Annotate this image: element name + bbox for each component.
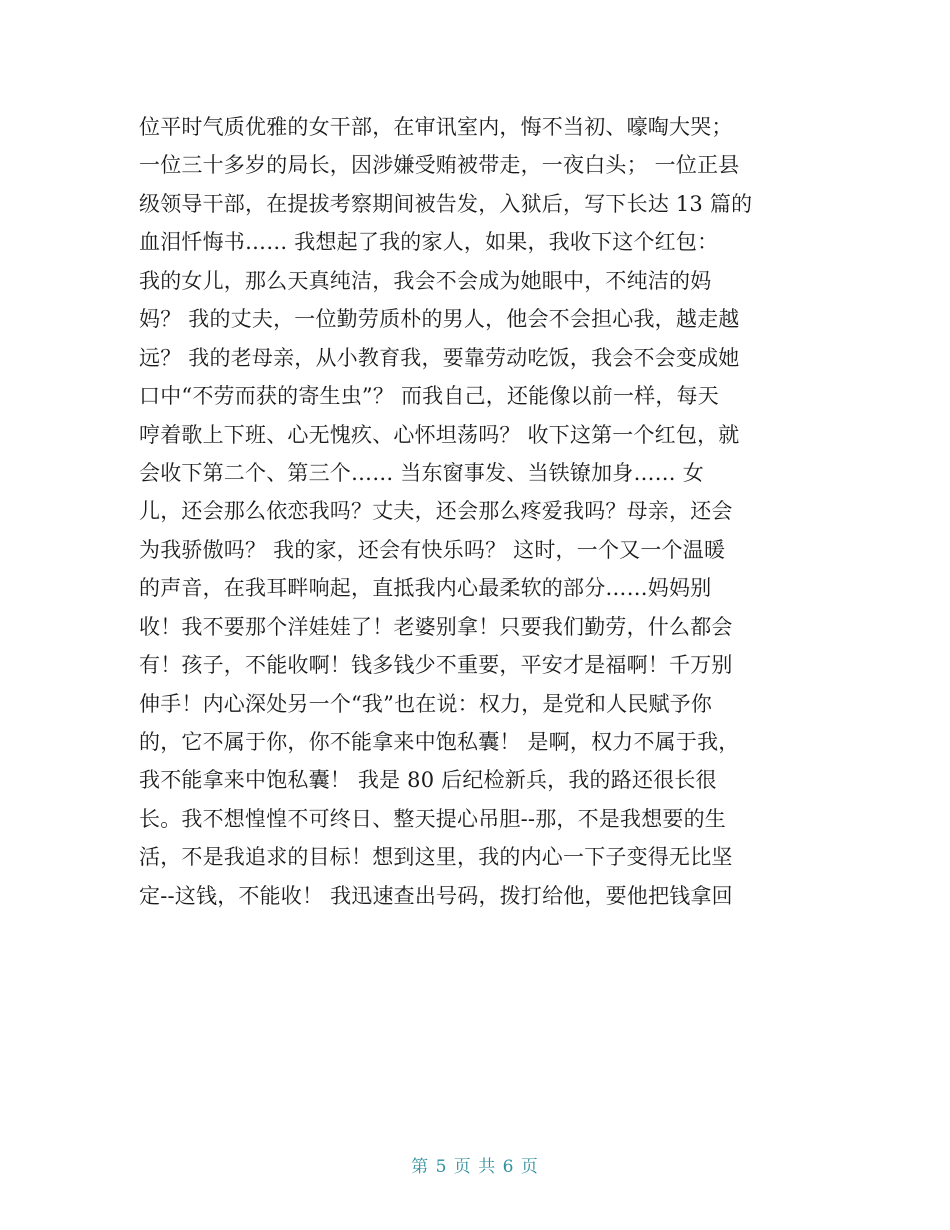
text-line: 活，不是我追求的目标！想到这里，我的内心一下子变得无比坚 — [139, 845, 733, 870]
text-line: 哼着歌上下班、心无愧疚、心怀坦荡吗？ 收下这第一个红包，就 — [139, 422, 740, 447]
text-line: 一位三十多岁的局长，因涉嫌受贿被带走，一夜白头； 一位正县 — [139, 153, 740, 178]
text-line: 的声音，在我耳畔响起，直抵我内心最柔软的部分……妈妈别 — [139, 576, 712, 601]
text-line: 收！我不要那个洋娃娃了！老婆别拿！只要我们勤劳，什么都会 — [139, 614, 733, 639]
text-line: 定--这钱，不能收！ 我迅速查出号码，拨打给他，要他把钱拿回 — [139, 883, 733, 908]
text-line: 级领导干部，在提拔考察期间被告发，入狱后，写下长达 13 篇的 — [139, 191, 753, 216]
text-line: 我不能拿来中饱私囊！ 我是 80 后纪检新兵，我的路还很长很 — [139, 768, 717, 793]
text-line: 位平时气质优雅的女干部，在审讯室内，悔不当初、嚎啕大哭； — [139, 115, 733, 139]
text-line: 口中“不劳而获的寄生虫”？ 而我自己，还能像以前一样，每天 — [139, 384, 719, 409]
text-line: 为我骄傲吗？ 我的家，还会有快乐吗？ 这时，一个又一个温暖 — [139, 537, 726, 562]
text-line: 有！孩子，不能收啊！钱多钱少不重要，平安才是福啊！千万别 — [139, 653, 733, 678]
page-number-footer: 第 5 页 共 6 页 — [411, 1157, 539, 1177]
text-line: 血泪忏悔书…… 我想起了我的家人，如果，我收下这个红包： — [139, 230, 719, 255]
text-line: 儿，还会那么依恋我吗？丈夫，还会那么疼爱我吗？母亲，还会 — [139, 499, 733, 524]
text-line: 伸手！内心深处另一个“我”也在说：权力，是党和人民赋予你 — [139, 691, 713, 716]
text-line: 的，它不属于你，你不能拿来中饱私囊！ 是啊，权力不属于我， — [139, 730, 740, 754]
body-text — [139, 108, 811, 915]
text-line: 会收下第二个、第三个…… 当东窗事发、当铁镣加身…… 女 — [139, 460, 704, 485]
text-line: 长。我不想惶惶不可终日、整天提心吊胆--那，不是我想要的生 — [139, 806, 726, 831]
text-line: 远？ 我的老母亲，从小教育我，要靠劳动吃饭，我会不会变成她 — [139, 345, 740, 370]
text-line: 我的女儿，那么天真纯洁，我会不会成为她眼中，不纯洁的妈 — [139, 268, 712, 293]
text-line: 妈？ 我的丈夫，一位勤劳质朴的男人，他会不会担心我，越走越 — [139, 307, 740, 332]
